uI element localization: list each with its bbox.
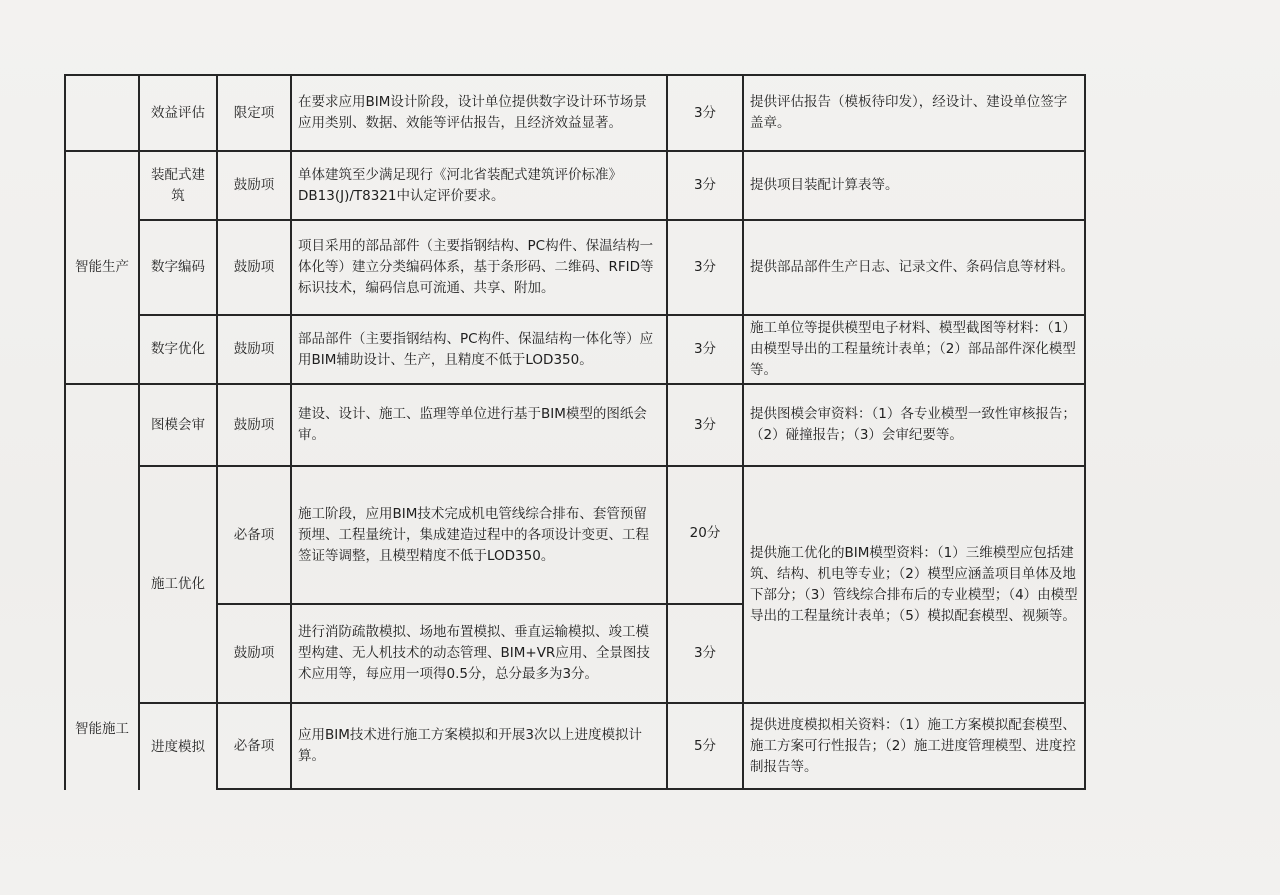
evaluation-table — [64, 74, 1086, 790]
material-cell: 提供项目装配计算表等。 — [750, 177, 899, 193]
item-cell: 效益评估 — [151, 104, 205, 121]
score-cell: 3分 — [693, 259, 717, 275]
type-cell: 限定项 — [233, 104, 275, 121]
requirement-cell: 单体建筑至少满足现行《河北省装配式建筑评价标准》DB13(J)/T8321中认定评价要求。 — [298, 166, 622, 204]
material-cell: 提供部品部件生产日志、记录文件、条码信息等材料。 — [750, 259, 1074, 275]
requirement-cell: 在要求应用BIM设计阶段，设计单位提供数字设计环节场景应用类别、数据、效能等评估报告，且经济效益显著。 — [298, 94, 647, 131]
score-cell: 3分 — [693, 645, 717, 661]
category-cell: 智能生产 — [75, 259, 129, 275]
table-border-bottom — [216, 788, 1086, 790]
requirement-cell: 应用BIM技术进行施工方案模拟和开展3次以上进度模拟计算。 — [298, 727, 642, 764]
score-cell: 3分 — [693, 104, 717, 121]
type-cell: 必备项 — [233, 737, 275, 754]
item-cell: 数字编码 — [151, 259, 205, 275]
item-cell: 数字优化 — [151, 341, 205, 357]
type-cell: 鼓励项 — [233, 259, 275, 275]
item-cell: 装配式建筑 — [151, 166, 205, 204]
item-cell: 进度模拟 — [151, 738, 205, 755]
requirement-cell: 建设、设计、施工、监理等单位进行基于BIM模型的图纸会审。 — [298, 406, 647, 443]
material-cell: 提供图模会审资料：（1）各专业模型一致性审核报告；（2）碰撞报告；（3）会审纪要等。 — [750, 406, 1076, 443]
item-cell: 图模会审 — [151, 416, 205, 433]
score-cell: 3分 — [693, 177, 717, 193]
item-cell: 施工优化 — [151, 576, 205, 592]
type-cell: 鼓励项 — [233, 341, 275, 357]
category-cell: 智能施工 — [75, 721, 129, 737]
type-cell: 鼓励项 — [233, 645, 275, 661]
category-cell — [66, 76, 138, 150]
score-cell: 5分 — [693, 737, 717, 754]
requirement-cell: 项目采用的部品部件（主要指钢结构、PC构件、保温结构一体化等）建立分类编码体系，基于条形码、二维码、RFID等标识技术，编码信息可流通、共享、附加。 — [298, 238, 654, 296]
requirement-cell: 施工阶段，应用BIM技术完成机电管线综合排布、套管预留预埋、工程量统计，集成建造过程中的各项设计变更、工程签证等调整，且模型精度不低于LOD350。 — [298, 505, 649, 564]
type-cell: 必备项 — [233, 526, 275, 543]
type-cell: 鼓励项 — [233, 177, 275, 193]
score-cell: 3分 — [693, 416, 717, 433]
material-cell: 施工单位等提供模型电子材料、模型截图等材料：（1）由模型导出的工程量统计表单；（2）部品部件深化模型等。 — [750, 320, 1076, 378]
material-cell: 提供施工优化的BIM模型资料：（1）三维模型应包括建筑、结构、机电等专业；（2）模型应涵盖项目单体及地下部分；（3）管线综合排布后的专业模型；（4）由模型导出的工程量统计表单；（5）模拟配套模型、视频等。 — [750, 544, 1078, 624]
material-cell: 提供进度模拟相关资料：（1）施工方案模拟配套模型、施工方案可行性报告；（2）施工进度管理模型、进度控制报告等。 — [750, 716, 1076, 775]
score-cell: 20分 — [689, 525, 721, 541]
type-cell: 鼓励项 — [233, 416, 275, 433]
requirement-cell: 部品部件（主要指钢结构、PC构件、保温结构一体化等）应用BIM辅助设计、生产，且精度不低于LOD350。 — [298, 330, 654, 368]
material-cell: 提供评估报告（模板待印发），经设计、建设单位签字盖章。 — [750, 94, 1068, 131]
requirement-cell: 进行消防疏散模拟、场地布置模拟、垂直运输模拟、竣工模型构建、无人机技术的动态管理、BIM+VR应用、全景图技术应用等，每应用一项得0.5分，总分最多为3分。 — [298, 624, 650, 682]
column-divider — [1084, 74, 1086, 790]
score-cell: 3分 — [693, 341, 717, 357]
